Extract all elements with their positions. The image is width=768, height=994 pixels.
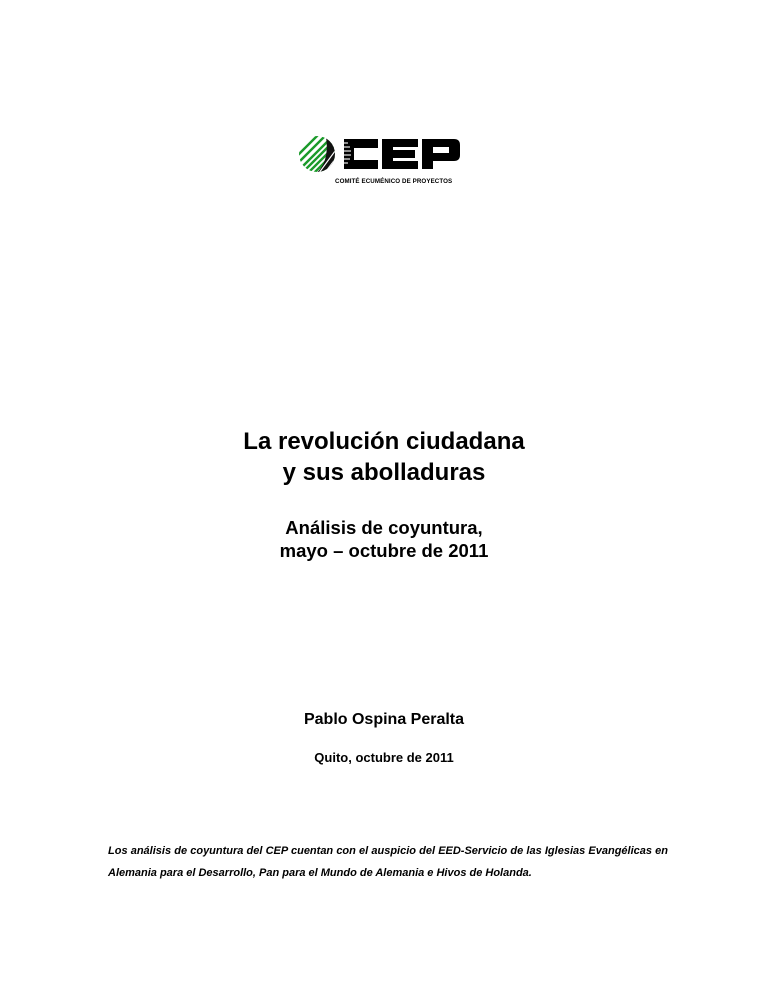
title-line-2: y sus abolladuras — [282, 459, 486, 486]
author-name: Pablo Ospina Peralta — [303, 711, 465, 728]
document-title — [0, 426, 768, 488]
logo-subtitle: COMITÉ ECUMÉNICO DE PROYECTOS — [335, 178, 453, 185]
cep-logo-icon — [296, 133, 466, 177]
document-subtitle — [0, 516, 768, 562]
subtitle-line-1: Análisis de coyuntura, — [285, 517, 483, 538]
cep-logo — [296, 133, 466, 189]
sponsorship-note: Los análisis de coyuntura del CEP cuentan con el auspicio del EED-Servicio de las Iglesias Evangélicas en Alemania para el Desarrollo, Pan para el Mundo de Alemania e Hivos de Holanda. — [108, 845, 668, 879]
subtitle-line-2: mayo – octubre de 2011 — [279, 540, 489, 561]
title-line-1: La revolución ciudadana — [243, 428, 525, 455]
place-date: Quito, octubre de 2011 — [314, 750, 454, 765]
